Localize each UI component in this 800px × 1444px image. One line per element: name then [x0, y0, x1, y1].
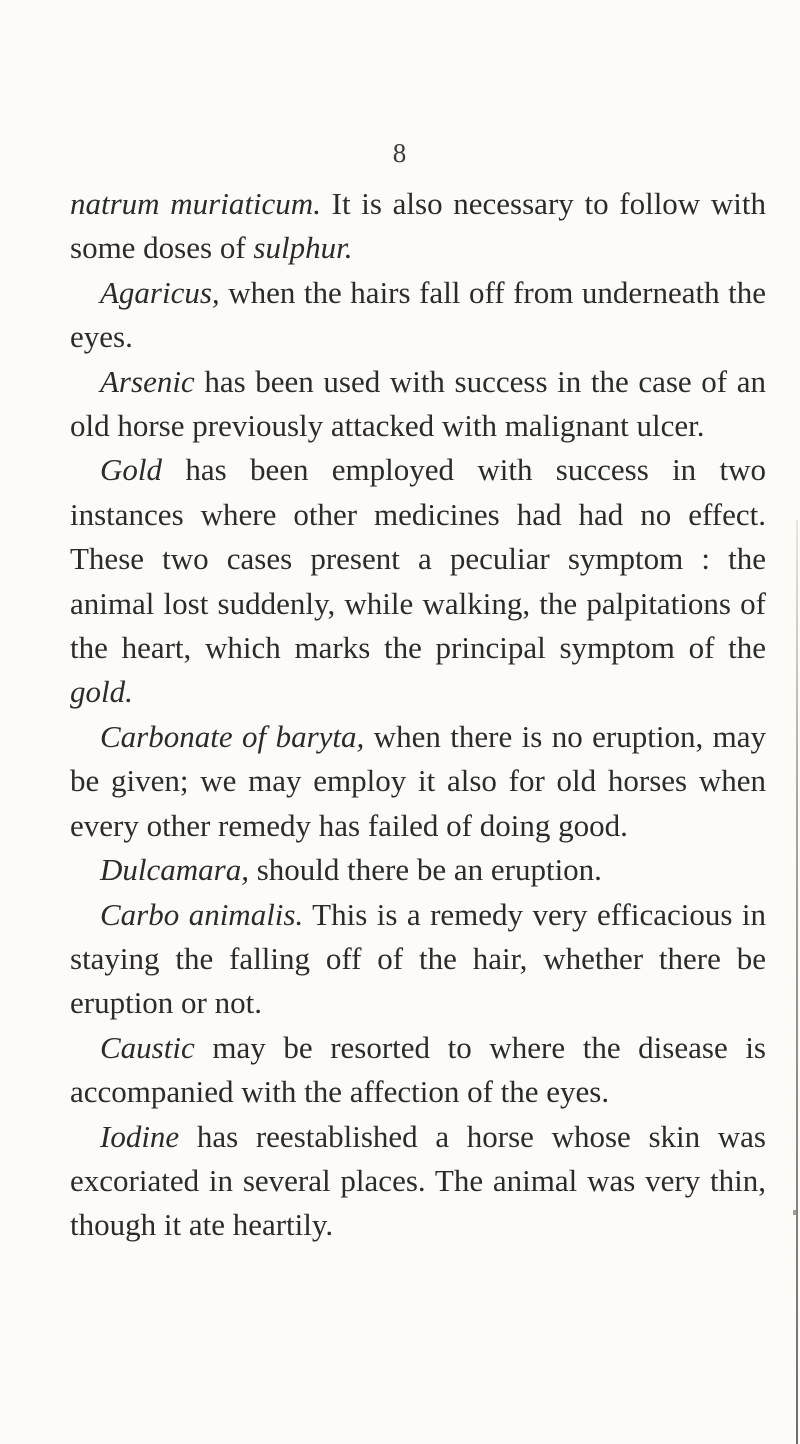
- paragraph: [70, 715, 766, 848]
- paragraph: [70, 848, 766, 892]
- paragraph-text: should there be an eruption.: [248, 852, 602, 888]
- paragraph: [70, 893, 766, 1026]
- remedy-name: gold.: [70, 674, 133, 710]
- paragraph: [70, 1115, 766, 1248]
- remedy-name: Caustic: [100, 1029, 195, 1065]
- paragraph-text: may be resorted to where the disease is accompanied with the affection of the eyes.: [70, 1029, 766, 1110]
- remedy-name: Dulcamara,: [100, 852, 249, 888]
- remedy-name: Iodine: [100, 1118, 180, 1154]
- paragraph: [70, 271, 766, 360]
- page-number: 8: [392, 138, 408, 168]
- remedy-name: natrum muriaticum.: [70, 186, 321, 221]
- remedy-name: Agaricus,: [100, 274, 220, 310]
- paragraph-text: when there is no eruption, may be given; we may employ it also for old horses when every other remedy has failed of doing good.: [70, 718, 766, 843]
- remedy-name: sulphur.: [253, 230, 353, 266]
- page-edge-shadow: [796, 520, 798, 1444]
- paragraph: [70, 182, 766, 271]
- paragraph-text: has reestablished a horse whose skin was excoriated in several places. The animal was very thin, though it ate heartily.: [70, 1118, 766, 1243]
- remedy-name: Arsenic: [100, 363, 195, 399]
- body-text: [70, 182, 766, 1248]
- paragraph: [70, 1026, 766, 1115]
- paragraph-text: has been used with success in the case of an old horse previously attacked with malignant ulcer.: [70, 363, 766, 444]
- paragraph-text: This is a remedy very efficacious in staying the falling off of the hair, whether there be eruption or not.: [70, 896, 767, 1021]
- paragraph-text: has been employed with success in two instances where other medicines had had no effect. These two cases present a peculiar symptom : the animal lost suddenly, while walking, the palpitations of the heart, which marks the principal symptom of the: [70, 452, 766, 666]
- remedy-name: Gold: [100, 452, 162, 488]
- paragraph: [70, 360, 766, 449]
- remedy-name: Carbonate of baryta,: [100, 718, 365, 754]
- page-edge-mark: [793, 1210, 796, 1215]
- paragraph-text: when the hairs fall off from underneath the eyes.: [70, 274, 766, 355]
- paragraph: [70, 448, 766, 714]
- paragraph-text: It is also necessary to follow with some doses of: [70, 186, 767, 266]
- remedy-name: Carbo animalis.: [100, 896, 304, 932]
